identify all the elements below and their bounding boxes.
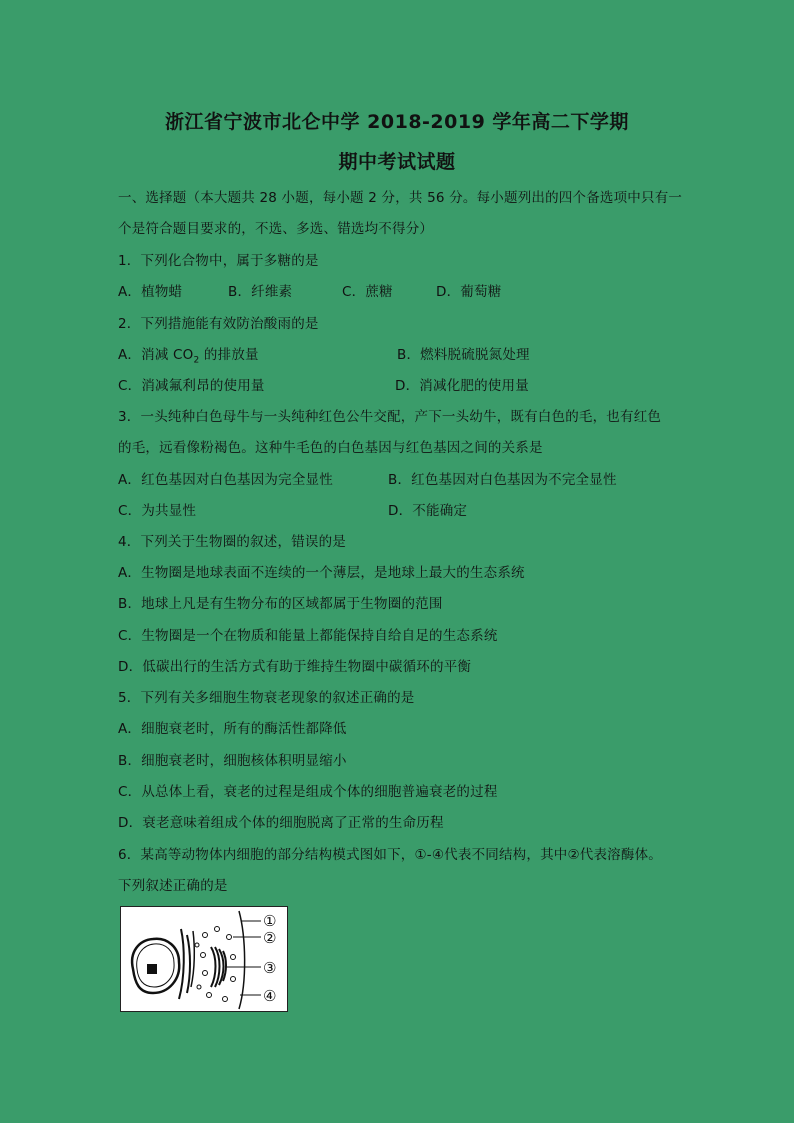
section-instructions-line2: 个是符合题目要求的，不选、多选、错选均不得分） bbox=[118, 221, 434, 237]
cell-membrane bbox=[239, 911, 245, 1009]
q1-option-c: C．蔗糖 bbox=[342, 284, 393, 300]
q4-option-d: D．低碳出行的生活方式有助于维持生物圈中碳循环的平衡 bbox=[118, 659, 472, 675]
er-tube-2 bbox=[187, 935, 190, 993]
q4-option-c: C．生物圈是一个在物质和能量上都能保持自给自足的生态系统 bbox=[118, 628, 498, 644]
label-4: ④ bbox=[263, 987, 277, 1005]
q6-stem-line2: 下列叙述正确的是 bbox=[118, 878, 228, 894]
q3-option-a: A．红色基因对白色基因为完全显性 bbox=[118, 472, 333, 488]
q2-option-a: A．消减 $CO_2$ 的排放量 bbox=[118, 347, 259, 366]
q4-stem: 4．下列关于生物圈的叙述，错误的是 bbox=[118, 534, 346, 550]
q5-option-a: A．细胞衰老时，所有的酶活性都降低 bbox=[118, 721, 347, 737]
q1-option-b: B．纤维素 bbox=[228, 284, 293, 300]
q3-option-b: B．红色基因对白色基因为不完全显性 bbox=[388, 472, 617, 488]
q2-option-b: B．燃料脱硫脱氮处理 bbox=[397, 347, 530, 363]
label-3: ③ bbox=[263, 959, 277, 977]
q2-stem: 2．下列措施能有效防治酸雨的是 bbox=[118, 316, 319, 332]
q3-stem-line2: 的毛，远看像粉褐色。这种牛毛色的白色基因与红色基因之间的关系是 bbox=[118, 440, 543, 456]
label-1: ① bbox=[263, 912, 277, 930]
q3-option-d: D．不能确定 bbox=[388, 503, 468, 519]
q5-option-c: C．从总体上看，衰老的过程是组成个体的细胞普遍衰老的过程 bbox=[118, 784, 498, 800]
q1-option-a: A．植物蜡 bbox=[118, 284, 183, 300]
cell-diagram-svg bbox=[121, 907, 287, 1011]
q3-stem-line1: 3．一头纯种白色母牛与一头纯种红色公牛交配，产下一头幼牛，既有白色的毛，也有红色 bbox=[118, 409, 662, 425]
q4-option-b: B．地球上凡是有生物分布的区域都属于生物圈的范围 bbox=[118, 596, 443, 612]
q1-option-d: D．葡萄糖 bbox=[436, 284, 502, 300]
q3-option-c: C．为共显性 bbox=[118, 503, 197, 519]
cell-structure-diagram bbox=[120, 906, 288, 1012]
q5-option-d: D．衰老意味着组成个体的细胞脱离了正常的生命历程 bbox=[118, 815, 444, 831]
q4-option-a: A．生物圈是地球表面不连续的一个薄层，是地球上最大的生态系统 bbox=[118, 565, 525, 581]
label-2: ② bbox=[263, 929, 277, 947]
q5-option-b: B．细胞衰老时，细胞核体积明显缩小 bbox=[118, 753, 347, 769]
nucleolus bbox=[147, 964, 157, 974]
golgi-cisterna-1 bbox=[211, 947, 216, 987]
section-instructions-line1: 一、选择题（本大题共 28 小题，每小题 2 分，共 56 分。每小题列出的四个备选项中只有一 bbox=[118, 190, 683, 206]
q1-stem: 1．下列化合物中，属于多糖的是 bbox=[118, 253, 319, 269]
q6-stem-line1: 6．某高等动物体内细胞的部分结构模式图如下，①-④代表不同结构，其中②代表溶酶体。 bbox=[118, 847, 662, 863]
q2-option-c: C．消减氟利昂的使用量 bbox=[118, 378, 265, 394]
exam-title: 浙江省宁波市北仑中学 2018-2019 学年高二下学期 bbox=[165, 111, 629, 133]
q5-stem: 5．下列有关多细胞生物衰老现象的叙述正确的是 bbox=[118, 690, 415, 706]
er-tube-3 bbox=[191, 931, 194, 987]
q2-option-d: D．消减化肥的使用量 bbox=[395, 378, 529, 394]
exam-subtitle: 期中考试试题 bbox=[338, 151, 456, 173]
